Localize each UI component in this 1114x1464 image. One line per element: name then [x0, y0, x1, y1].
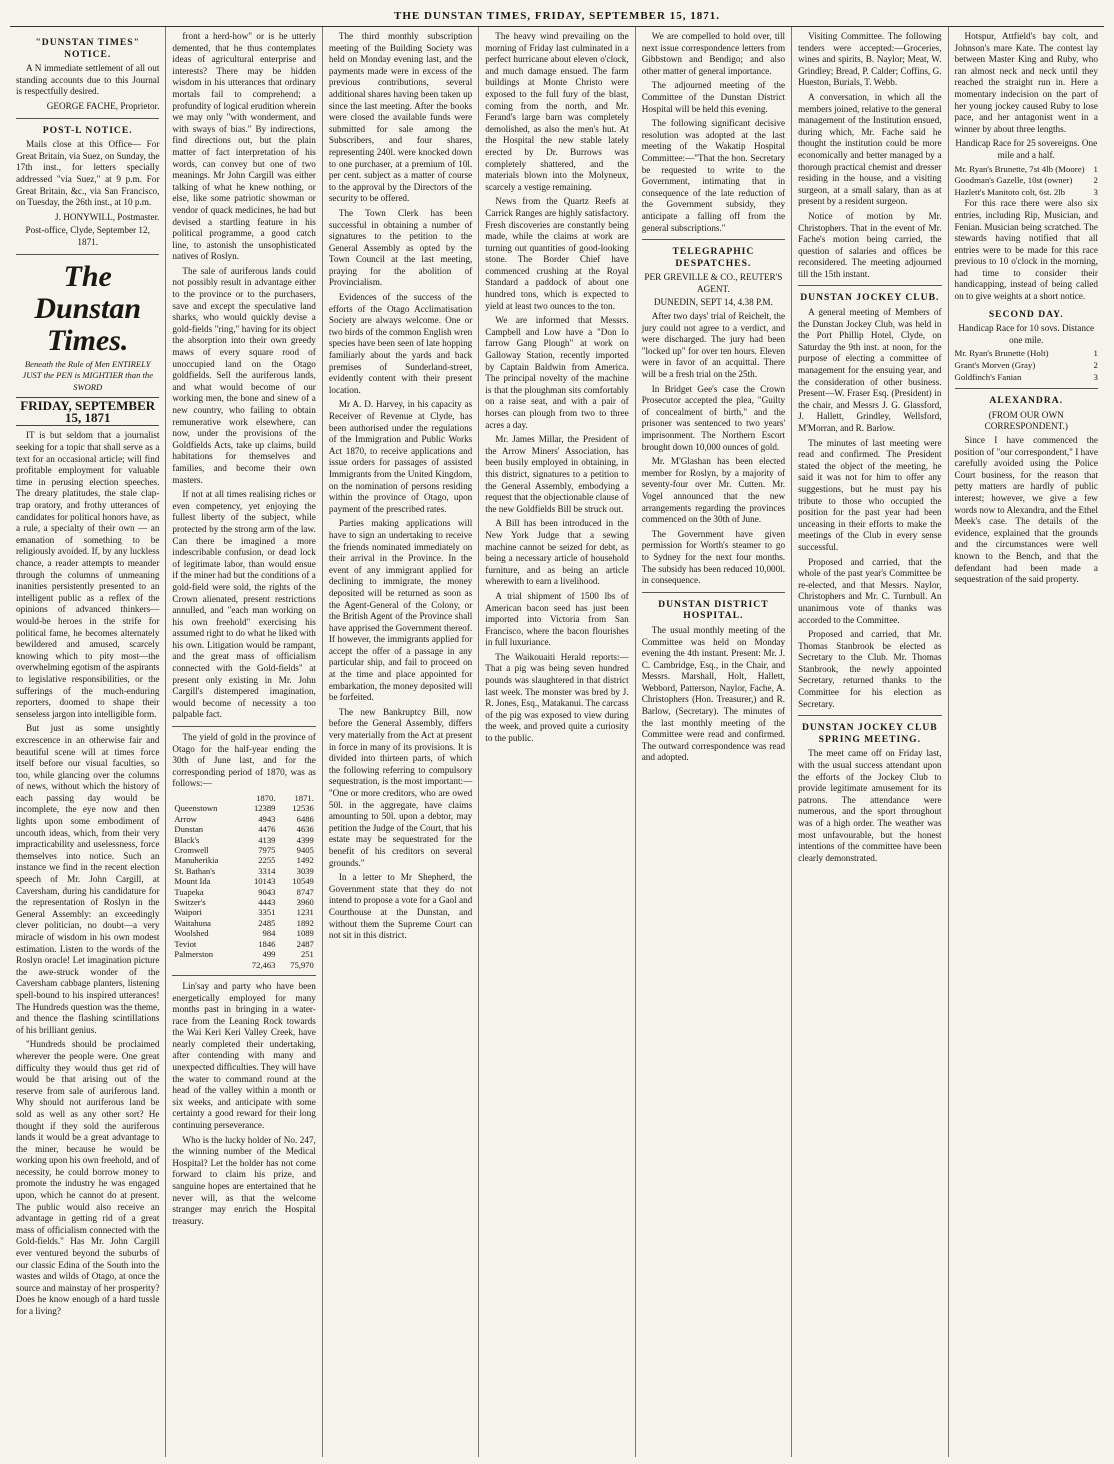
- district-cell: Arrow: [174, 813, 197, 824]
- hospital-heading: DUNSTAN DISTRICT HOSPITAL.: [658, 598, 769, 622]
- value-cell: 4443: [258, 897, 276, 908]
- value-cell: 499: [262, 949, 276, 960]
- news-paragraph: Mr. James Millar, the President of the Arrow Miners' Association, has been busily employed in obtaining, in this district, signatures to a petition to the General Assembly, embodying a request that the objectionable clause of the new Goldfields Bill be struck out.: [485, 434, 629, 514]
- value-cell: 4139: [258, 834, 276, 845]
- yield-intro: The yield of gold in the province of Otago for the half-year ending the 30th of June last, and for the corresponding period of 1870, was as follows:—: [172, 732, 316, 789]
- news-paragraph: The third monthly subscription meeting of the Building Society was held on Monday evening last, and the payments made were in excess of the previous contributions, several additional shares having been taken up since the last meeting. After the books were closed the available funds were submitted for sale among the Subscribers, and four shares, representing 240l. were knocked down to one purchaser, at a premium of 10l. per cent. subject as a matter of course to the approval by the Directors of the security to be offered.: [328, 31, 473, 204]
- news-paragraph: We are compelled to hold over, till next issue correspondence letters from Gibbstown and Bendigo; and also other matter of general importance.: [641, 31, 786, 76]
- placing: 2: [1093, 360, 1098, 371]
- value-cell: 1846: [258, 938, 276, 949]
- news-paragraph: A Bill has been introduced in the New York Judge that a sewing machine cannot be seized for debt, as being a necessary article of household furniture, and as being an article wherewith to earn a livelihood.: [485, 518, 629, 587]
- total-cell: 75,970: [290, 959, 314, 970]
- telegraph-paragraph: Mr. M'Glashan has been elected member for Roslyn, by a majority of seventy-four over Mr. Cutten. Mr. Vogel announced that the new arrangements regarding the provinces commenced on the 30th of June.: [641, 456, 786, 525]
- notice-signature: GEORGE FACHE, Proprietor.: [46, 100, 160, 111]
- column-5: [636, 27, 792, 1457]
- value-cell: 251: [300, 949, 314, 960]
- divider: [955, 388, 1098, 389]
- paper-title: The Dunstan Times.: [34, 259, 142, 357]
- divider: [642, 592, 785, 593]
- masthead: THE DUNSTAN TIMES, FRIDAY, SEPTEMBER 15, 1871.: [10, 6, 1104, 27]
- table-row: [172, 887, 315, 897]
- news-paragraph: In a letter to Mr Shepherd, the Government state that they do not intend to propose a vote for a Gaol and Courthouse at the Dunstan, and without them the Supreme Court can not sit in this district.: [328, 872, 473, 941]
- columns: [10, 27, 1104, 1457]
- value-cell: 1492: [296, 855, 314, 866]
- year-header: 1871.: [294, 793, 314, 803]
- district-cell: Manuherikia: [174, 855, 219, 866]
- horse-name: Mr. Ryan's Brunette, 7st 4lb (Moore): [954, 163, 1085, 174]
- news-paragraph: News from the Quartz Reefs at Carrick Ranges are highly satisfactory. Fresh discoveries are constantly being made, while the claims at work are turning out quantities of good-looking stone. The Border Chief have commenced crushing at the Royal Standard a paddock of about one hundred tons, which is expected to yield at least two ounces to the ton.: [485, 196, 629, 311]
- value-cell: 2487: [296, 938, 314, 949]
- race-paragraph: Hotspur, Attfield's bay colt, and Johnson's mare Kate. The contest lay between Master King and Ruby, who ran almost neck and neck until they reached the straight run in. Here a momentary indecision on the part of her young jockey caused Ruby to lose pace, and her antagonist went in a winner by about three lengths.: [954, 31, 1098, 134]
- value-cell: 12389: [253, 803, 276, 814]
- horse-name: Hazlett's Manitoto colt, 6st. 2lb: [954, 186, 1066, 197]
- value-cell: 3314: [258, 865, 276, 876]
- divider: [798, 715, 941, 716]
- total-cell: 72,463: [251, 959, 276, 970]
- value-cell: 10549: [292, 876, 314, 887]
- race-entry: [955, 187, 1098, 199]
- race-entries: [955, 348, 1098, 383]
- divider: [642, 239, 785, 240]
- column-3: [323, 27, 479, 1457]
- value-cell: 1231: [296, 907, 314, 918]
- table-row: [172, 814, 315, 824]
- editorial-paragraph: But just as some unsightly excrescence in an otherwise fair and beautiful scene will at times force itself before our visual faculties, so too, while glancing over the columns of news, without which the history of each passing day would be incomplete, the eye now and then lights upon some embodiment of uncouth ideas, which, from their very impracticability and uselessness, force themselves into notice. Such an instance we find in the recent election speech of Mr. John Cargill, at Caversham, during his candidature for the representation of Roslyn in the General Assembly: an exceedingly clever politician, no doubt—a very miracle of wisdom in his own modest estimation. Listen to the words of the Roslyn oracle! Let imagination picture the awe-struck wonder of the Caversham cabbage planters, listening spell-bound to his inspired utterances! The Hundreds question was the theme, and thence the flashing scintillations of his brilliant genius.: [16, 723, 160, 1035]
- post-signature: J. HONYWILL, Postmaster.: [55, 211, 160, 222]
- jockey-club-heading: DUNSTAN JOCKEY CLUB.: [800, 292, 940, 304]
- table-row: [172, 866, 315, 876]
- district-cell: Black's: [174, 834, 200, 845]
- table-row: [172, 855, 315, 865]
- race-entry: [955, 175, 1098, 187]
- notice-heading: "DUNSTAN TIMES" NOTICE.: [35, 37, 140, 60]
- column-7: [949, 27, 1104, 1457]
- news-paragraph: The following significant decisive resolution was adopted at the last meeting of the Wakatip Hospital Committee:—"That the hon. Secretary be requested to write to the Government, intimating that in consequence of the late reduction of the Government subsidy, they anticipate a falling off from the general subscriptions.": [641, 118, 786, 233]
- district-cell: St. Bathan's: [174, 865, 216, 876]
- hospital-paragraph: The usual monthly meeting of the Committee was held on Monday evening the 4th instant. Present: Mr. J. C. Cambridge, Esq., in the Chair, and Messrs. Marshall, Holt, Hallett, Webbord, Patterson, Naylor, Fache, A. Christophers (Hon. Treasurer,) and R. Barlow, (Secretary). The minutes of the last monthly meeting of the Committee were read and confirmed. The outward correspondence was read and adopted.: [641, 624, 786, 763]
- column-2: [166, 27, 322, 1457]
- news-paragraph: Notice of motion by Mr. Christophers. That in the event of Mr. Fache's motion being carried, the question of salaries and offices be reconsidered. The meeting adjourned till the 15th instant.: [798, 210, 942, 279]
- jockey-club-paragraph: A general meeting of Members of the Dunstan Jockey Club, was held in the Port Phillip Hotel, Clyde, on Saturday the 9th inst. at noon, for the purpose of electing a committee of management for the ensuing year, and the consideration of other business. Present—W. Fraser Esq. (President) in the chair, and Messrs J. G. Glassford, J. Hallett, Grindley, Wellsford, M'Morran, and R. Barlow.: [798, 307, 942, 433]
- race-entry: [955, 164, 1098, 176]
- district-cell: Waipori: [174, 907, 202, 918]
- value-cell: 4399: [296, 834, 314, 845]
- value-cell: 12536: [292, 803, 314, 814]
- column-4: [479, 27, 635, 1457]
- value-cell: 6486: [296, 813, 314, 824]
- column-6: [792, 27, 948, 1457]
- table-row: [172, 907, 315, 917]
- news-paragraph: The adjourned meeting of the Committee of the Dunstan District Hospital will be held this evening.: [641, 80, 786, 114]
- value-cell: 4476: [258, 824, 276, 835]
- race-title: Handicap Race for 25 sovereigns. One mile and a half.: [955, 138, 1098, 160]
- race-entry: [955, 348, 1098, 360]
- district-cell: Switzer's: [174, 897, 206, 908]
- news-paragraph: The Waikouaiti Herald reports:—That a pig was being seven hundred pounds was slaughtered in that district last week. The monster was bred by J. R. Jones, Esq., Matakanui. The carcass of the pig was exposed to view during the week, and proved quite a curiosity to the public.: [485, 651, 629, 744]
- column-1: [10, 27, 166, 1457]
- news-paragraph: A conversation, in which all the members joined, relative to the general management of the Institution ensued, during which, Mr. Fache said he thought the institution could be more economically and better managed by a thorough practical chemist and dresser residing in the house, and a visiting surgeon, at a small salary, than as at present by a resident surgeon.: [798, 91, 942, 207]
- district-cell: Palmerston: [174, 949, 214, 960]
- telegraph-paragraph: In Bridget Gee's case the Crown Prosecutor accepted the plea, "Guilty of concealment of birth," and the prisoner was sentenced to two years' imprisonment. The Northern Escort brought down 10,000 ounces of gold.: [641, 383, 786, 452]
- divider: [172, 726, 315, 727]
- table-row: [172, 949, 315, 959]
- editorial-paragraph: front a herd-how" or is he utterly demented, that he thus contemplates ideas of agricultural enterprise and interests? There may be hidden wisdom in his utterances that ordinary mortals fail to comprehend; a profundity of logical erudition wherein we may only "with wonderment, and with sways of bias." By indirections, find directions out, but the plain matter of fact interpretation of his words, can convey but one of two meanings. Mr John Cargill was either talking of what he knew nothing, or else, like some patriotic showman or vendor of quack medicines, he had but devised a startling feature in his political programme, a good catch line, to astonish the unsophisticated natives of Roslyn.: [172, 31, 316, 262]
- divider: [798, 285, 941, 286]
- editorial-paragraph: "Hundreds should be proclaimed wherever the people were. One great difficulty they would thus get rid of would be that arising out of the reserve from sale of auriferous land. Why should not auriferous land be sold as well as any other sort? He thought if they sold the auriferous lands it would be a great advantage to the miner, because he would be working upon his own freehold, and of necessity, he could borrow money to promote the industry he was engaged upon, which he cannot do at present. The public would also receive an advantage in getting rid of a great mass of officialism connected with the Gold-fields." Has Mr. John Cargill ever ventured beyond the suburbs of our classic Edina of the South into the wastes and wilds of Otago, at once the source and mainstay of her prosperity? Does he know enough of a hard tussle for a living?: [16, 1039, 160, 1316]
- value-cell: 1892: [296, 917, 314, 928]
- divider: [172, 975, 315, 976]
- jockey-club-paragraph: Proposed and carried, that the whole of the past year's Committee be re-elected, and that Messrs. Naylor, Christophers and Mr. C. Turnbull. An unanimous vote of thanks was accorded to the Committee.: [798, 556, 942, 625]
- district-cell: Cromwell: [174, 845, 209, 856]
- notice-text: A N immediate settlement of all out standing accounts due to this Journal is respectfully desired.: [16, 63, 160, 97]
- placing: 1: [1093, 163, 1098, 174]
- editorial-paragraph: The sale of auriferous lands could not possibly result in advantage either to the province or to the purchasers, save and except the speculative land sharks, who would quickly devise a gold-fields "ring," having for its object the absorption into their own greedy maws of every square rood of unoccupied land on the Otago goldfields. Sell the auriferous lands, and what would become of our working men, the bone and sinew of a new country, who failing to obtain remunerative work elsewhere, can now, under the provisions of the Goldfields Acts, take up claims, build habitations for themselves and families, and become their own masters.: [172, 265, 316, 485]
- value-cell: 2255: [258, 855, 276, 866]
- table-row: [172, 918, 315, 928]
- year-header: 1870.: [256, 793, 276, 803]
- telegraph-dateline: DUNEDIN, SEPT 14, 4.38 P.M.: [653, 297, 773, 308]
- table-row: [172, 803, 315, 813]
- table-row: [172, 939, 315, 949]
- news-paragraph: We are informed that Messrs. Campbell and Low have a "Don lo farrow Gang Plough" at work on Galloway Station, recently imported by Captain Baldwin from America. The principal novelty of the machine is that the ploughman sits comfortably on a raise seat, and with a pair of horses can plough from two to three acres a day.: [485, 315, 629, 430]
- district-cell: Tuapeka: [174, 886, 204, 897]
- value-cell: 4943: [258, 813, 276, 824]
- value-cell: 9043: [258, 886, 276, 897]
- table-row: [172, 876, 315, 886]
- jockey-club-paragraph: Proposed and carried, that Mr. Thomas Stanbrook be elected as Secretary to the Club. Mr. Thomas Stanbrook, the newly appointed Secretary, returned thanks to the Committee for his election as Secretary.: [798, 629, 942, 709]
- divider: [16, 118, 159, 119]
- telegraph-paragraph: After two days' trial of Reichelt, the jury could not agree to a verdict, and were discharged. The jury had been "locked up" for over ten hours. Eleven were in favor of an acquittal. There will be a fresh trial on the 25th.: [641, 311, 786, 380]
- table-row: [172, 928, 315, 938]
- race-entry: [955, 372, 1098, 384]
- value-cell: 2485: [258, 917, 276, 928]
- editorial-paragraph: IT is but seldom that a journalist seeking for a topic that shall serve as a text for an occasional article; will find profitable employment for valuable time in perusing election speeches. The dreary platitudes, the stale clap-trap oratory, and frothy utterances of candidates for political honors have, as a rule, a specialty of their own — an emanation of something to be religiously avoided. If, by any luckless chance, a reader attempts to meander through the columns of unmeaning inanities persistently presented to an intelligent public as a reflex of the opinions of advanced thinkers—would-be heroes in the strife for political fame, he becomes alternately bewildered and amused, scarcely knowing which to pity most—the overwhelming egotism of the aspirants to legislative responsibilities, or the sufferings of the much-enduring reporters, doomed to shape their senseless jargon into intelligible form.: [16, 430, 160, 719]
- district-cell: Queenstown: [174, 803, 218, 814]
- news-paragraph: Mr A. D. Harvey, in his capacity as Receiver of Revenue at Clyde, has been authorised under the regulations of the Immigration and Public Works Act 1870, to receive applications and issue orders for passages of assisted Immigrants from the United Kingdom, on the nomination of persons residing within the province of Otago, upon payment of the prescribed rates.: [328, 399, 473, 514]
- table-header: [172, 793, 315, 803]
- table-row: [172, 835, 315, 845]
- gold-yield-table: [172, 793, 315, 970]
- district-cell: Woolshed: [174, 928, 209, 939]
- value-cell: 9405: [296, 845, 314, 856]
- horse-name: Mr. Ryan's Brunette (Holt): [954, 348, 1049, 359]
- race-title: Handicap Race for 10 sovs. Distance one mile.: [958, 323, 1095, 345]
- motto: Beneath the Rule of Men ENTIRELY JUST the PEN is MIGHTIER than the SWORD: [22, 358, 154, 392]
- placing: 3: [1093, 186, 1098, 197]
- district-cell: Dunstan: [174, 824, 204, 835]
- correspondent-byline: (FROM OUR OWN CORRESPONDENT.): [984, 409, 1068, 432]
- news-paragraph: The Town Clerk has been successful in obtaining a number of signatures to the petition to the General Assembly as opted by the Town Council at the last meeting, praying for the abolition of Provincialism.: [328, 207, 473, 288]
- issue-date: FRIDAY, SEPTEMBER 15, 1871: [16, 397, 159, 426]
- news-paragraph: Who is the lucky holder of No. 247, the winning number of the Medical Hospital? Let the holder has not come forward to claim his prize, and sanguine hopes are entertained that he never will, as that the welcome stranger may enrich the Hospital treasury.: [172, 1134, 316, 1226]
- post-date: Post-office, Clyde, September 12, 1871.: [25, 225, 150, 247]
- telegraph-heading: TELEGRAPHIC DESPATCHES.: [672, 246, 755, 269]
- table-total-row: [172, 960, 315, 970]
- race-entries: [955, 164, 1098, 199]
- news-paragraph: A trial shipment of 1500 lbs of American bacon seed has just been imported into Victoria from San Francisco, where the bacon flourishes in full luxuriance.: [485, 590, 629, 648]
- value-cell: 3960: [296, 897, 314, 908]
- news-paragraph: Evidences of the success of the efforts of the Otago Acclimatisation Society are always welcome. One or two birds of the common English wren species have been seen of late hopping familiarly about the yards and back premises of Sunderland-street, evidently content with their present location.: [328, 292, 473, 395]
- jockey-club-paragraph: The minutes of last meeting were read and confirmed. The President stated the object of the meeting, he said it was not for him to offer any suggestions, but he must pay his tribute to those who occupied the position for the past year had been unceasing in their efforts to make the meetings of the Club in every sense successful.: [798, 437, 942, 552]
- value-cell: 1089: [296, 928, 314, 939]
- spring-meeting-paragraph: The meet came off on Friday last, with the usual success attendant upon the efforts of the Jockey Club to provide legitimate amusement for its patrons. The attendance were numerous, and the sport throughout was of a high order. The weather was most unfavourable, but the honest intentions of the committee have been clearly demonstrated.: [798, 748, 942, 863]
- table-row: [172, 845, 315, 855]
- post-text: Mails close at this Office— For Great Britain, via Suez, on Sunday, the 17th inst., for letters specially addressed "via Suez," at 9 p.m. For Great Britain, &c., via San Francisco, on Tuesday, the 26th inst., at 10 p.m.: [16, 139, 160, 208]
- table-row: [172, 897, 315, 907]
- horse-name: Goldfinch's Fanian: [954, 371, 1022, 382]
- value-cell: 984: [262, 928, 276, 939]
- telegraph-agency: PER GREVILLE & CO., REUTER'S AGENT.: [644, 272, 783, 294]
- race-entry: [955, 360, 1098, 372]
- table-row: [172, 824, 315, 834]
- value-cell: 10143: [253, 876, 276, 887]
- spring-meeting-heading: DUNSTAN JOCKEY CLUB SPRING MEETING.: [801, 722, 938, 745]
- value-cell: 8747: [296, 886, 314, 897]
- placing: 2: [1093, 175, 1098, 186]
- news-paragraph: Parties making applications will have to sign an undertaking to receive the friends nominated immediately on their arrival in the Province. In the event of any immigrant applied for declining to immigrate, the money deposited will be returned as soon as the Agent-General of the Colony, or the British Agent of the Province shall have apprised the Government thereof. If however, the immigrants applied for accept the offer of a passage in any particular ship, and fail to proceed on at the time and place appointed for embarkation, the money deposited will be forfeited.: [328, 518, 473, 703]
- alexandra-paragraph: Since I have commenced the position of "our correspondent," I have carefully avoided using the Police Court business, for the reason that petty matters are hardly of public interest; however, we give a few words now to Alexandra, and the Ethel Meek's case. The details of the evidence, explained that the grounds and the circumstances were well known to the Bench, and that the defendant had been made a sequestration of the said property.: [954, 435, 1098, 585]
- value-cell: 7975: [258, 845, 276, 856]
- value-cell: 3351: [258, 907, 276, 918]
- telegraph-paragraph: The Government have given permission for Worth's steamer to go to Sydney for the next four months. The subsidy has been reduced 10,000l. in consequence.: [641, 528, 786, 586]
- news-paragraph: Lin'say and party who have been energetically employed for many months past in bringing in a water-race from the Leaning Rock towards the Wai Keri Keri Valley Creek, have nearly completed their undertaking, after contending with many and unexpected difficulties. They will have the water to command round at the head of the valley within a month or six weeks, and anticipate with some certainty a good reward for their long continuing perseverance.: [172, 980, 316, 1131]
- post-heading: POST-L NOTICE.: [42, 124, 133, 136]
- divider: [16, 254, 159, 255]
- editorial-paragraph: If not at all times realising riches or even competency, yet enjoying the fullest liberty of the subject, while protected by the strong arm of the law. Can there be imagined a more indescribable confusion, or dead lock of legitimate labor, than would ensue if the miner had but the conditions of a gold-field were sold, the rights of the Crown alienated, present restrictions annulled, and "each man working on his own freehold" exercising his assumed right to do what he liked with his own. Litigation would be rampant, and the great mass of officialism connected with the Gold-fields" at present only existing in Mr. John Cargill's distempered imagination, would become of necessity a too palpable fact.: [172, 489, 316, 720]
- second-day-heading: SECOND DAY.: [988, 308, 1064, 320]
- placing: 3: [1093, 371, 1098, 382]
- horse-name: Grant's Morven (Gray): [954, 360, 1036, 371]
- district-cell: Mount Ida: [174, 876, 211, 887]
- placing: 1: [1093, 348, 1098, 359]
- race-paragraph: For this race there were also six entries, including Rip, Musician, and Fenian. Musician being scratched. The stewards having notified that all entries were to be made for this race previous to 10 o'clock in the morning, had time to consider their handicapping, instead of being called on to give weights at a short notice.: [954, 198, 1098, 302]
- district-cell: Waitahuna: [174, 917, 211, 928]
- value-cell: 4636: [296, 824, 314, 835]
- horse-name: Goodman's Gazelle, 10st (owner): [954, 175, 1073, 186]
- news-paragraph: The new Bankruptcy Bill, now before the General Assembly, differs very materially from the Act at present in force in many of its provisions. It is divided into thirteen parts, of which the following referring to compulsory sequestration, is the most important:— "One or more creditors, who are owed 50l. in the aggregate, have claims amounting to 50l. upon a debtor, may petition the Judge of the Court, that his estate may be sequestrated for the benefit of his creditors on several grounds.": [328, 706, 473, 868]
- news-paragraph: Visiting Committee. The following tenders were accepted:—Groceries, wines and spirits, B. Naylor; Meat, W. Grindley; Bread, P. Calder; Coffins, G. Hueston, Burials, T. Webb.: [798, 31, 942, 88]
- alexandra-heading: ALEXANDRA.: [989, 395, 1064, 407]
- news-paragraph: The heavy wind prevailing on the morning of Friday last culminated in a perfect hurricane about eleven o'clock, and much damage ensued. The farm buildings at Monte Christo were exposed to the full fury of the blast, coming from the north, and Mr. Ferand's large barn was completely demolished, as also the men's hut. At the Hospital the new stable lately erected by Dr. Burrows was completely shattered, and the materials blown into the Molyneux, scarcely a vestige remaining.: [485, 31, 629, 192]
- district-cell: Teviot: [174, 938, 197, 949]
- value-cell: 3039: [296, 865, 314, 876]
